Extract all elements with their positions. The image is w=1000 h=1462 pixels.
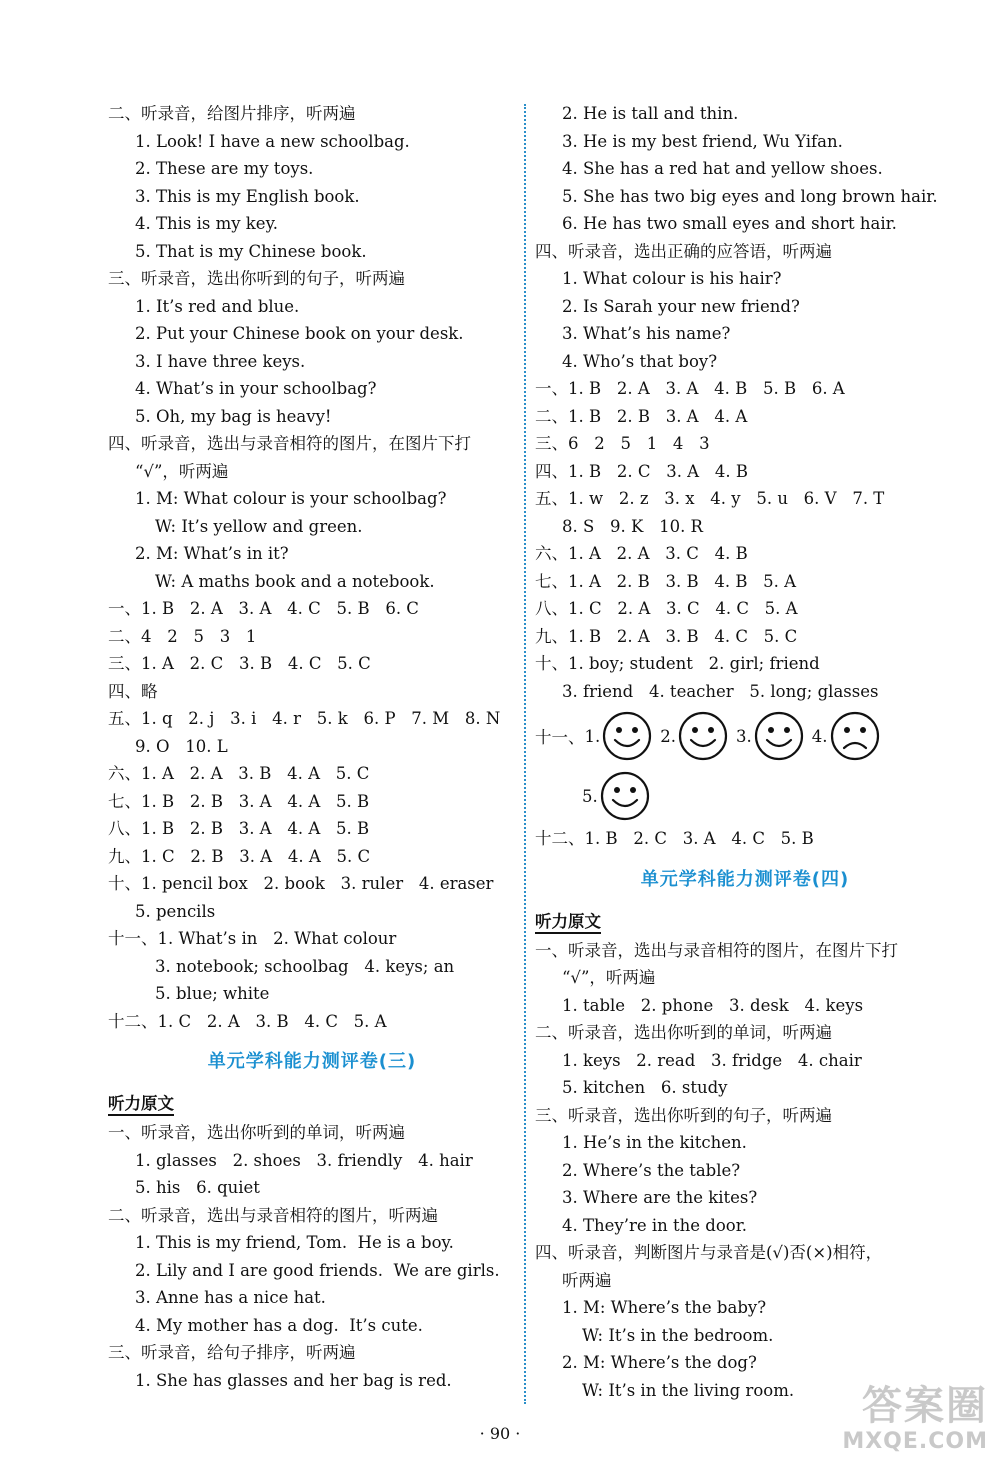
face-answer-item [812,711,880,761]
text-line: 听两遍 [562,1270,612,1290]
listening-script-label-4: 听力原文 [535,907,955,937]
text-line: 五、1. w 2. z 3. x 4. y 5. u 6. V 7. T [535,489,885,508]
text-line: 4. This is my key. [135,214,278,233]
text-line: 1. keys 2. read 3. fridge 4. chair [562,1050,862,1070]
text-line: 十、1. boy; student 2. girl; friend [535,654,820,673]
text-line: 2. Put your Chinese book on your desk. [135,324,464,343]
text-line: 9. O 10. L [135,736,228,756]
sad-face-icon [828,711,880,761]
smiley-face-icon [752,711,804,761]
text-line: 5. She has two big eyes and long brown hair. [562,186,938,206]
text-line: 1. He’s in the kitchen. [562,1133,747,1152]
text-line: 1. M: Where’s the baby? [562,1298,767,1317]
text-line: 4. She has a red hat and yellow shoes. [562,159,883,178]
text-line: 七、1. B 2. B 3. A 4. A 5. B [108,791,370,811]
text-line: 1. She has glasses and her bag is red. [135,1370,452,1390]
text-line: 二、1. B 2. B 3. A 4. A [535,406,748,426]
watermark-logo: 答案圈 MXQE.COM [842,1383,988,1454]
text-line: 4. Who’s that boy? [562,351,718,371]
text-line: 二、4 2 5 3 1 [108,626,257,646]
column-divider [524,104,526,1404]
page-number: · 90 · [479,1424,521,1443]
text-line: 5. kitchen 6. study [562,1078,728,1097]
smiley-face-icon [598,771,650,821]
text-line: 2. Is Sarah your new friend? [562,296,800,316]
faces-question [535,705,955,767]
text-line: 5. blue; white [155,984,270,1003]
left-column [108,100,516,1394]
text-line: “√”，听两遍 [562,968,656,987]
text-line: 5. Oh, my bag is heavy! [135,406,332,426]
text-line: W: A maths book and a notebook. [155,571,435,591]
text-line: 四、听录音，选出与录音相符的图片，在图片下打 [108,434,471,453]
right-column [535,100,955,1404]
faces-question-row2 [535,767,955,825]
section-heading-3: 单元学科能力测评卷(三) [207,1051,417,1072]
text-line: “√”，听两遍 [135,461,229,481]
text-line: 3. He is my best friend, Wu Yifan. [562,131,843,151]
text-line: 三、6 2 5 1 4 3 [535,434,710,453]
text-line: 一、1. B 2. A 3. A 4. C 5. B 6. C [108,599,419,618]
face-answer-number: 2. [660,726,676,746]
text-line: 1. Look! I have a new schoolbag. [135,131,410,151]
text-line: 5. pencils [135,901,216,921]
face-answer-number: 1. [584,726,601,746]
text-line: 二、听录音，选出与录音相符的图片，听两遍 [108,1205,438,1225]
text-line: 八、1. C 2. A 3. C 4. C 5. A [535,599,798,618]
text-line: W: It’s yellow and green. [155,516,363,536]
text-line: 3. This is my English book. [135,186,360,206]
text-line: 5. his 6. quiet [135,1178,260,1197]
text-line: 2. He is tall and thin. [562,104,739,123]
smiley-face-icon [600,711,652,761]
text-line: W: It’s in the bedroom. [582,1325,774,1345]
section3-text-lines [108,1119,516,1394]
text-line: 3. What’s his name? [562,324,731,343]
text-line: 四、1. B 2. C 3. A 4. B [535,461,748,481]
text-line: 1. glasses 2. shoes 3. friendly 4. hair [135,1150,473,1170]
text-line: 2. These are my toys. [135,159,314,178]
text-line: 八、1. B 2. B 3. A 4. A 5. B [108,819,370,838]
text-line: 三、1. A 2. C 3. B 4. C 5. C [108,654,371,673]
text-line: 五、1. q 2. j 3. i 4. r 5. k 6. P 7. M 8. N [108,709,501,728]
text-line: 3. I have three keys. [135,351,306,371]
text-line: 一、听录音，选出与录音相符的图片，在图片下打 [535,940,898,960]
text-line: 九、1. B 2. A 3. B 4. C 5. C [535,626,798,646]
face-answer-number: 3. [736,726,752,746]
smiley-face-icon [676,711,728,761]
text-line: 三、听录音，选出你听到的句子，听两遍 [108,269,405,288]
text-line: 四、听录音，判断图片与录音是(√)否(×)相符， [535,1243,883,1262]
face-answer-number: 5. [582,786,598,806]
text-line: 七、1. A 2. B 3. B 4. B 5. A [535,571,797,591]
face-answer-item [736,711,804,761]
text-line: 1. M: What colour is your schoolbag? [135,489,447,508]
text-line: 4. They’re in the door. [562,1215,748,1235]
face-answer-item [660,711,728,761]
text-line: 六、1. A 2. A 3. B 4. A 5. C [108,764,370,783]
text-line: 2. M: Where’s the dog? [562,1353,757,1372]
text-line: 3. Where are the kites? [562,1188,758,1207]
right-text-lines [535,100,955,705]
text-line: 三、听录音，给句子排序，听两遍 [108,1343,356,1362]
left-text-lines [108,100,516,1035]
text-line: 4. What’s in your schoolbag? [135,379,377,398]
text-line: 4. My mother has a dog. It’s cute. [135,1315,423,1335]
face-answer-number: 4. [811,726,828,746]
text-line: 九、1. C 2. B 3. A 4. A 5. C [108,846,371,866]
text-line: 1. This is my friend, Tom. He is a boy. [135,1233,454,1252]
text-line: 1. What colour is his hair? [562,269,782,288]
text-line: 一、听录音，选出你听到的单词，听两遍 [108,1123,405,1142]
text-line: 四、听录音，选出正确的应答语，听两遍 [535,241,832,261]
text-line: 四、略 [108,681,158,701]
faces-question-number: 十一、 [535,728,585,747]
text-line: 5. That is my Chinese book. [135,241,367,261]
right-after-faces-lines [535,825,955,853]
face-answer-item [582,771,650,821]
text-line: 十二、1. B 2. C 3. A 4. C 5. B [535,829,814,848]
text-line: 1. It’s red and blue. [135,296,300,316]
text-line: 十二、1. C 2. A 3. B 4. C 5. A [108,1011,387,1031]
text-line: 十、1. pencil box 2. book 3. ruler 4. eraser [108,874,494,893]
text-line: 1. table 2. phone 3. desk 4. keys [562,995,864,1015]
text-line: 3. Anne has a nice hat. [135,1288,326,1307]
listening-script-label-3: 听力原文 [108,1089,516,1119]
text-line: 6. He has two small eyes and short hair. [562,214,897,233]
text-line: 3. friend 4. teacher 5. long; glasses [562,681,879,701]
section4-text-lines [535,937,955,1405]
text-line: 2. Where’s the table? [562,1160,741,1180]
text-line: 六、1. A 2. A 3. C 4. B [535,544,748,563]
text-line: 二、听录音，选出你听到的单词，听两遍 [535,1023,832,1042]
text-line: 二、听录音，给图片排序，听两遍 [108,104,356,123]
text-line: 2. Lily and I are good friends. We are girls. [135,1260,500,1280]
text-line: W: It’s in the living room. [582,1380,795,1400]
face-answer-item [585,711,653,761]
text-line: 3. notebook; schoolbag 4. keys; an [155,956,455,976]
text-line: 十一、1. What’s in 2. What colour [108,929,397,948]
text-line: 三、听录音，选出你听到的句子，听两遍 [535,1105,832,1125]
section-heading-4: 单元学科能力测评卷(四) [640,868,850,890]
text-line: 2. M: What’s in it? [135,544,289,563]
text-line: 一、1. B 2. A 3. A 4. B 5. B 6. A [535,379,845,398]
text-line: 8. S 9. K 10. R [562,516,703,536]
